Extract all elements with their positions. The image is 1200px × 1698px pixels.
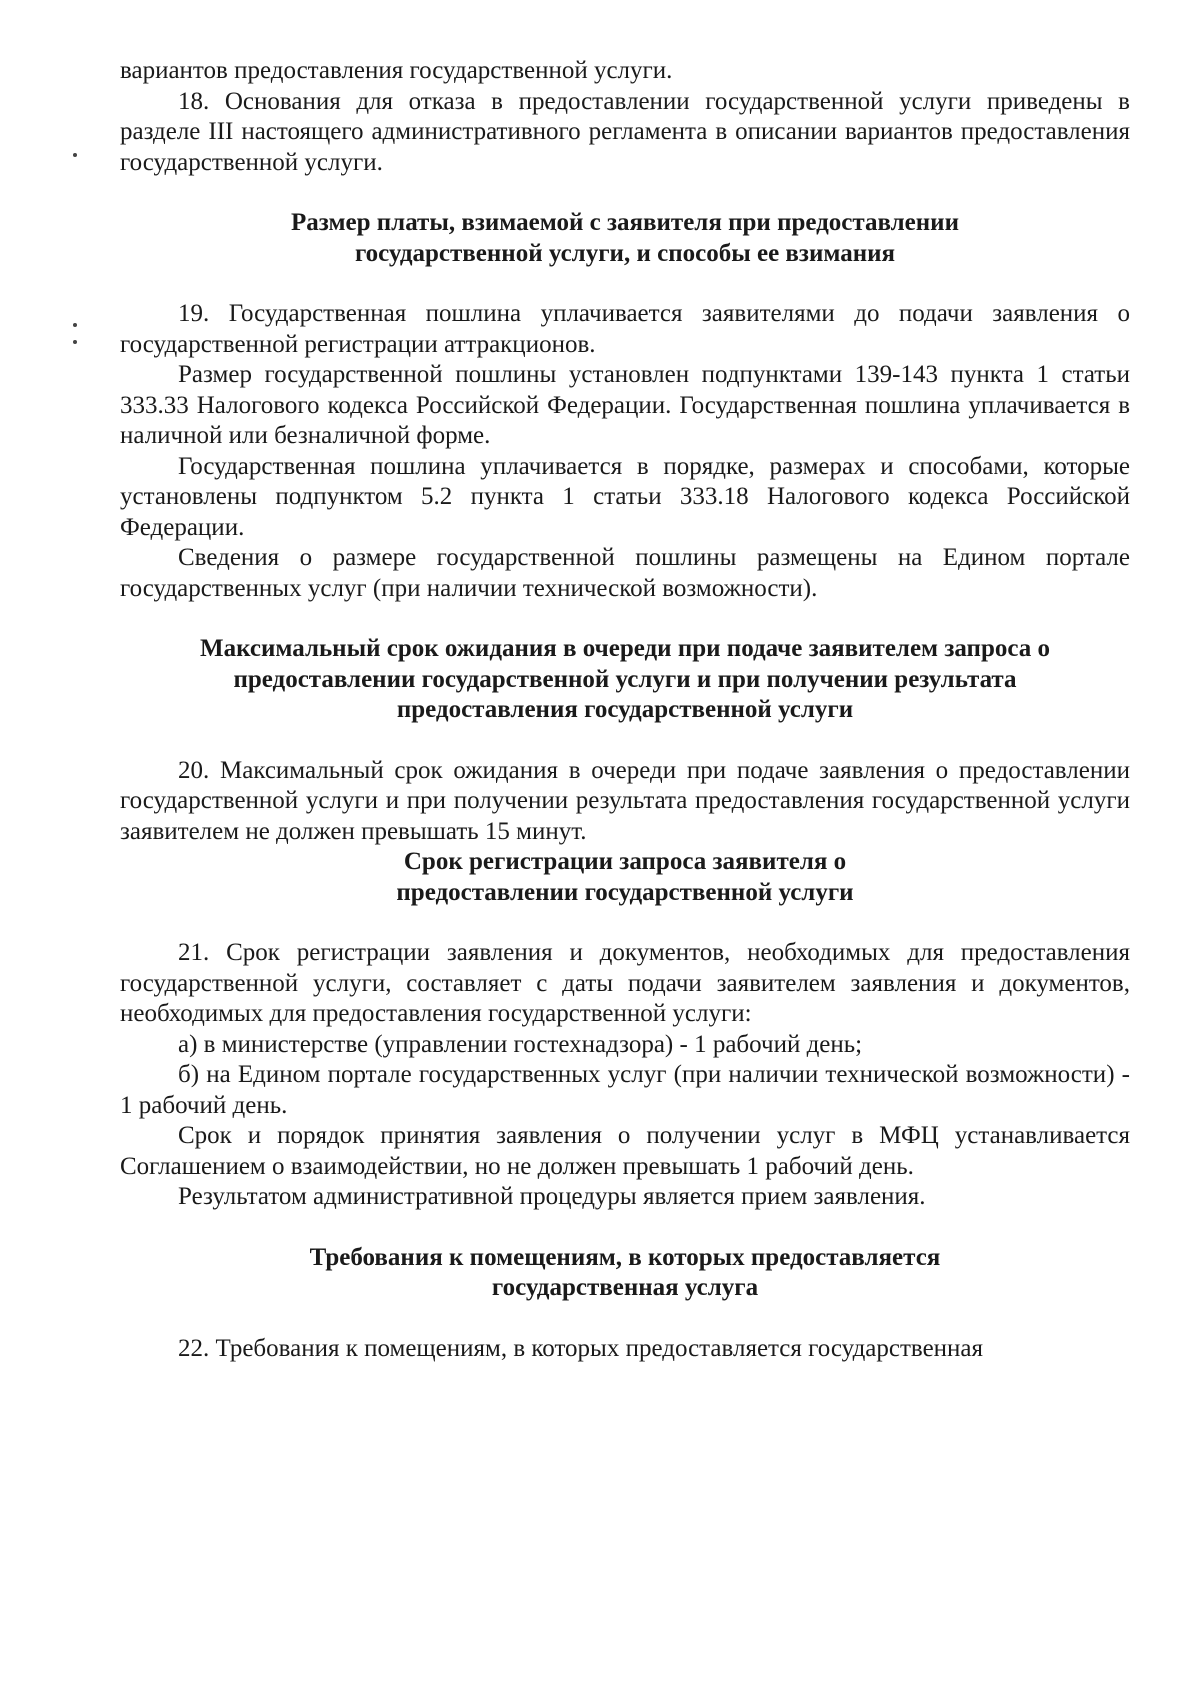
paragraph-21e: Результатом административной процедуры является прием заявления. [178, 1183, 926, 1210]
paragraph-19a: 19. Государственная пошлина уплачивается заявителями до подачи заявления о государственной регистрации аттракционов. [120, 300, 1130, 358]
paragraph-19b: Размер государственной пошлины установлен подпунктами 139-143 пункта 1 статьи 333.33 Налогового кодекса Российской Федерации. Государственная пошлина уплачивается в наличной или безналичной форме. [120, 361, 1130, 449]
paragraph-19d: Сведения о размере государственной пошлины размещены на Едином портале государственных услуг (при наличии технической возможности). [120, 544, 1130, 602]
heading-fee: Размер платы, взимаемой с заявителя при предоставлении государственной услуги, и способы ее взимания [291, 209, 959, 267]
heading-queue: Максимальный срок ожидания в очереди при подаче заявителем запроса о предоставлении государственной услуги и при получении результата предоставления государственной услуги [199, 635, 1050, 723]
document-body [120, 56, 1130, 1364]
scan-speck [73, 153, 77, 157]
paragraph-21c: б) на Едином портале государственных услуг (при наличии технической возможности) - 1 рабочий день. [120, 1061, 1130, 1119]
paragraph-continuation: вариантов предоставления государственной услуги. [120, 57, 673, 84]
heading-premises: Требования к помещениям, в которых предоставляется государственная услуга [309, 1243, 941, 1301]
paragraph-22: 22. Требования к помещениям, в которых предоставляется государственная [178, 1334, 984, 1362]
paragraph-18: 18. Основания для отказа в предоставлении государственной услуги приведены в разделе III настоящего административного регламента в описании вариантов предоставления государственной услуги. [120, 87, 1130, 176]
paragraph-20: 20. Максимальный срок ожидания в очереди при подаче заявления о предоставлении государственной услуги и при получении результата предоставления государственной услуги заявителем не должен превышать 15 минут. [120, 756, 1130, 845]
paragraph-21b: а) в министерстве (управлении гостехнадзора) - 1 рабочий день; [178, 1030, 863, 1058]
heading-registration: Срок регистрации запроса заявителя о предоставлении государственной услуги [396, 848, 854, 906]
scan-speck [73, 323, 77, 327]
paragraph-21a: 21. Срок регистрации заявления и документов, необходимых для предоставления государственной услуги, составляет с даты подачи заявителем заявления и документов, необходимых для предоставления государственной услуги: [120, 939, 1130, 1027]
paragraph-21d: Срок и порядок принятия заявления о получении услуг в МФЦ устанавливается Соглашением о взаимодействии, но не должен превышать 1 рабочий день. [120, 1122, 1130, 1180]
scan-speck [73, 340, 77, 344]
paragraph-19c: Государственная пошлина уплачивается в порядке, размерах и способами, которые установлены подпунктом 5.2 пункта 1 статьи 333.18 Налогового кодекса Российской Федерации. [120, 452, 1130, 541]
